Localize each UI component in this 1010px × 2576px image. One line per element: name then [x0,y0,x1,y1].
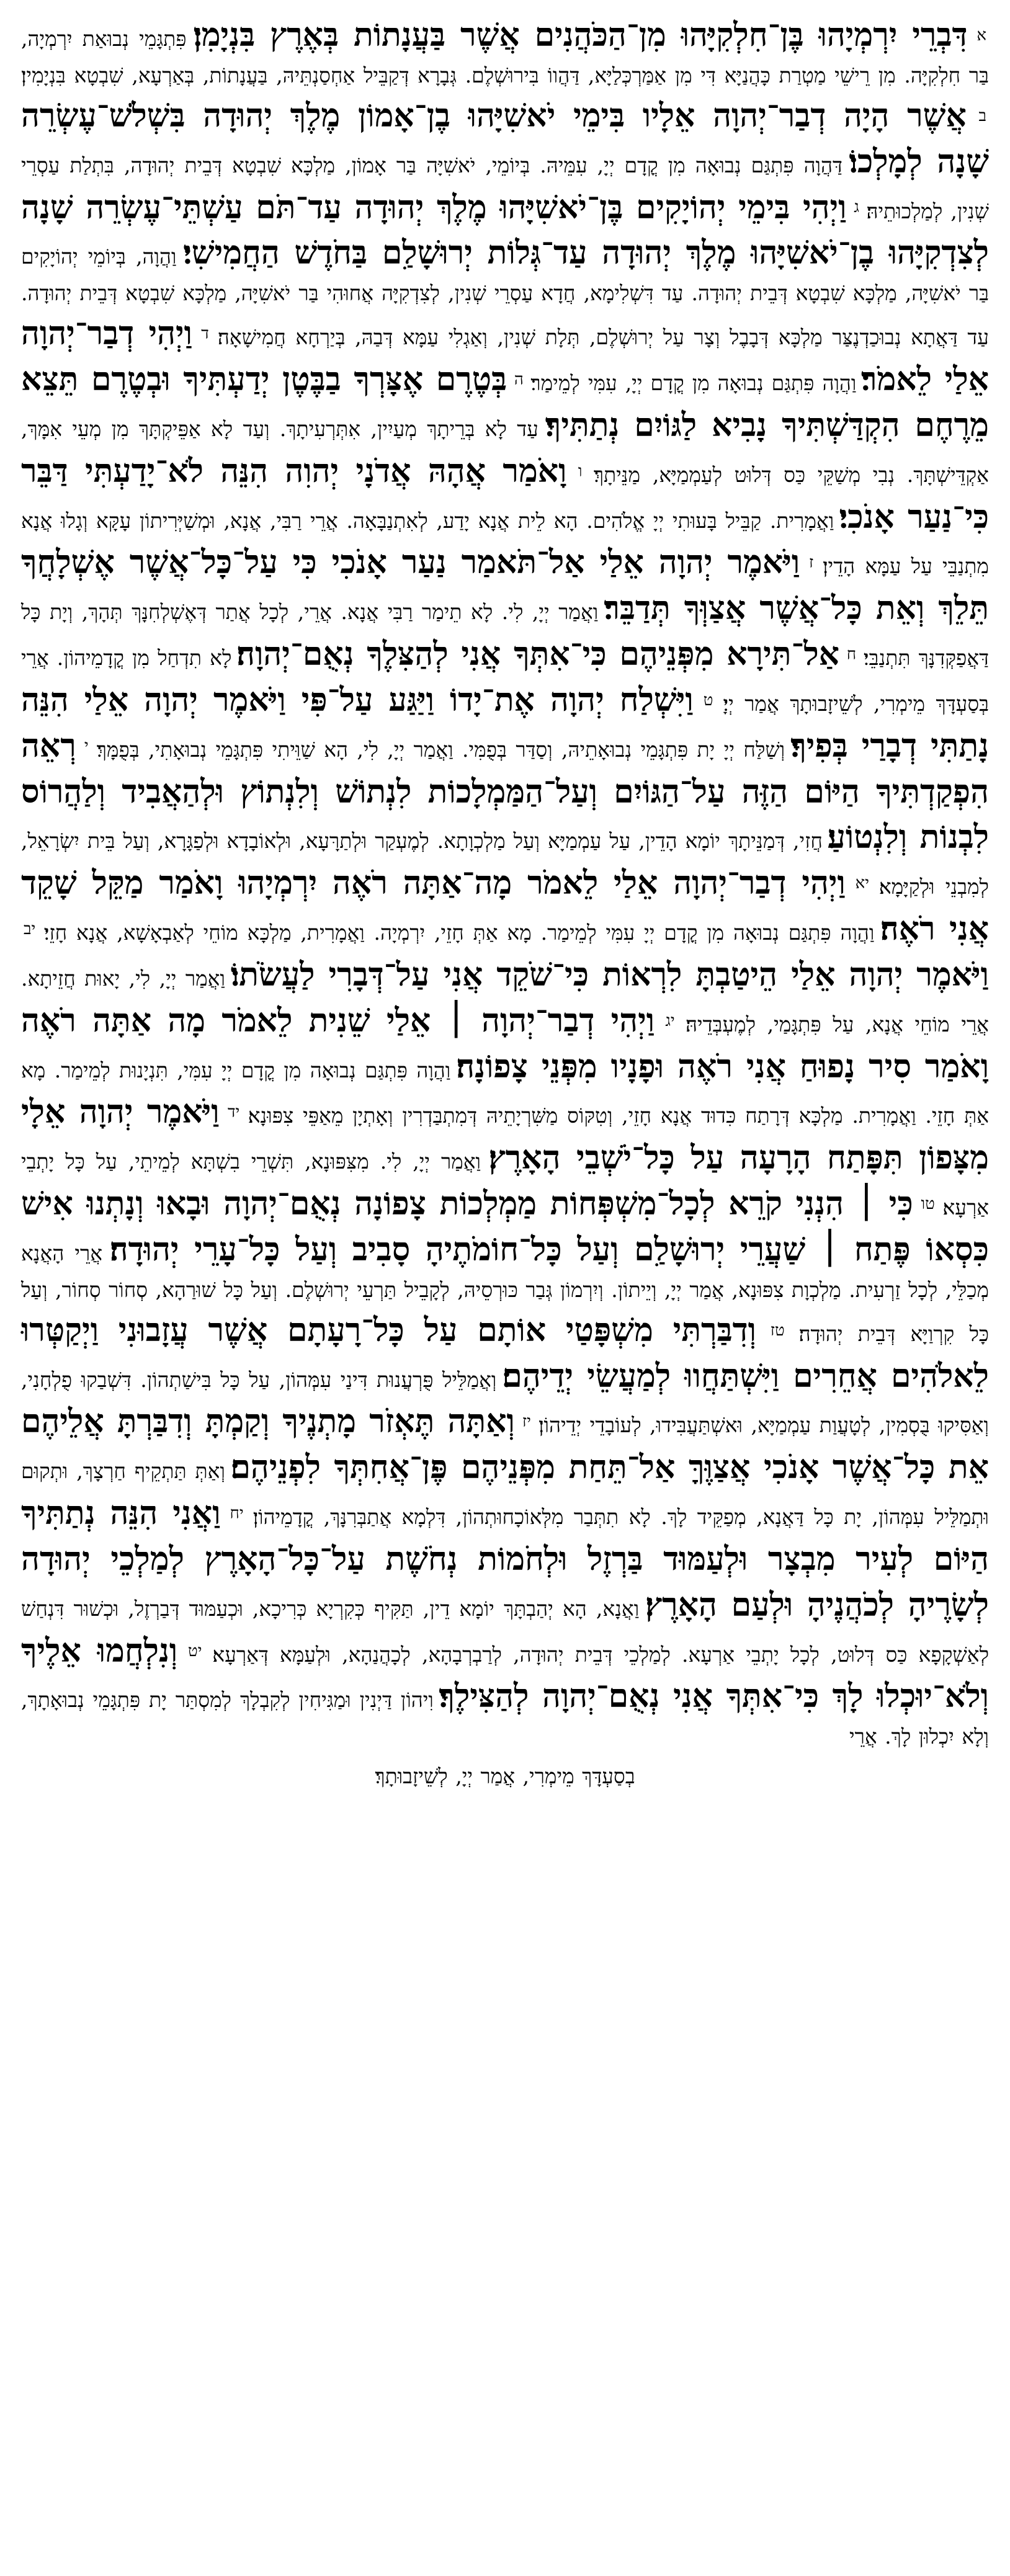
verse-text: וַיְהִי דְבַר־יְהוָה ׀ אֵלַי שֵׁנִית לֵאמֹר מָה אַתָּה רֹאֶה וָאֹמַר סִיר נָפוּחַ אֲנִי רֹאֶה וּפָנָיו מִפְּנֵי צָפוֹנָה׃ [21,1001,989,1085]
verse-text: וַיֹּאמֶר יְהוָה אֵלָי מִצָּפוֹן תִּפָּתַח הָרָעָה עַל כָּל־יֹשְׁבֵי הָאָרֶץ׃ [21,1093,990,1177]
verse-text: וַאֲנִי הִנֵּה נְתַתִּיךָ הַיּוֹם לְעִיר מִבְצָר וּלְעַמּוּד בַּרְזֶל וּלְחֹמוֹת נְחֹשֶׁת עַל־כָּל־הָאָרֶץ לְמַלְכֵי יְהוּדָה לְשָׂרֶיהָ לְכֹהֲנֶיהָ וּלְעַם הָאָרֶץ׃ [21,1494,989,1624]
targum-text: וְאַתְּ תַּתְקֵיף חַרְצָךְ, וּתְקוּם וּתְמַלֵּיל עִמְּהוֹן, יָת כָּל דַּאֲנָא, מְפַקֵּיד לָךְ. לָא תִתְּבַר מִלְּאוֹכָחוּתְהוֹן, דִּלְמָא אֲתַבְּרִנָּךְ, קֳדָמֵיהוֹן׃ [21,1459,989,1530]
targum-text: וַאֲמָרִית. קַבֵּיל בָּעוּתִי יְיָ אֱלֹהִים. הָא לֵית אֲנָא יָדַע, לְאִתְנַבָּאָה. אֲרֵי רַבִּי, אֲנָא, וּמְשַׁיְּרִיתוֹן עָקָּא וְגָלוּ אֲנָא מִתְנַבֵּי עַל עַמָּא הָדֵין׃ [21,508,989,579]
verse-text: אַל־תִּירָא מִפְּנֵיהֶם כִּי־אִתְּךָ אֲנִי לְהַצִּלֶךָ נְאֻם־יְהוָה׃ [236,635,840,674]
verse-number: יא [855,874,870,893]
targum-text: וַהֲוָה פִּתְגַּם נְבוּאָה מִן קֳדָם יְיָ עִמִּי, תִּנְיָנוּת לְמֵימַר. מָא אַתְּ חָזֵי. וַאֲמָרִית. מַלְכָּא דְּרָתַח כִּדוּד אֲנָא חָזֵי, וְטִקּוֹס מַשִּׁרְיָתֵיהּ דְּמִתְבַּדְרִין וְאָתְיָן מֵאַפֵּי צִפּוּנָא׃ [21,1058,989,1128]
verse-text: כִּי ׀ הִנְנִי קֹרֵא לְכָל־מִשְׁפְּחוֹת מַמְלְכוֹת צָפוֹנָה נְאֻם־יְהוָה וּבָאוּ וְנָתְנוּ אִישׁ כִּסְאוֹ פֶּתַח ׀ שַׁעֲרֵי יְרוּשָׁלִַם וְעַל כָּל־חוֹמֹתֶיהָ סָבִיב וְעַל כָּל־עָרֵי יְהוּדָה׃ [21,1185,990,1268]
verse-text: וַיְהִי דְבַר־יְהוָה אֵלַי לֵאמֹר׃ [21,314,990,399]
verse-text: וְנִלְחֲמוּ אֵלֶיךָ וְלֹא־יוּכְלוּ לָךְ כִּי־אִתְּךָ אֲנִי נְאֻם־יְהוָה לְהַצִּילֶךָ׃ [21,1631,989,1716]
verse-number: יח [230,1504,244,1523]
verse-text: רְאֵה הִפְקַדְתִּיךָ הַיּוֹם הַזֶּה עַל־הַגּוֹיִם וְעַל־הַמַּמְלָכוֹת לִנְתוֹשׁ וְלִנְתוֹץ וּלְהַאֲבִיד וְלַהֲרוֹס לִבְנוֹת וְלִנְטוֹעַ׃ [21,726,989,857]
verse-text: דִּבְרֵי יִרְמְיָהוּ בֶּן־חִלְקִיָּהוּ מִן־הַכֹּהֲנִים אֲשֶׁר בַּעֲנָתוֹת בְּאֶרֶץ בִּנְיָמִן׃ [193,16,968,54]
verse-text: וַיְהִי דְבַר־יְהוָה אֵלַי לֵאמֹר מָה־אַתָּה רֹאֶה יִרְמְיָהוּ וָאֹמַר מַקֵּל שָׁקֵד אֲנִי רֹאֶה׃ [21,864,989,948]
targum-text: וַהֲוָה פִּתְגַּם נְבוּאָה מִן קֳדָם יְיָ עִמִּי לְמֵימַר. מָא אַתְּ חָזֵי, יִרְמְיָה. וַאֲמָרִית, מַלְכָּא מוֹחֵי לְאַבְאָשָׁא, אֲנָא חָזֵי׃ [43,920,875,945]
targum-text: אֲרֵי הָאֲנָא מְכַלֵּי, לְכָל זַרְעִית. מַלְכְוָת צִפּוּנָא, אֲמַר יְיָ, וְיֵיתוֹן. וְיִרְמוֹן גְּבַר כּוּרְסֵיהּ, לְקָבֵיל תַּרְעֵי יְרוּשְׁלֶם. וְעַל כָּל שׁוּרַהָא, סְחוֹר סְחוֹר, וְעַל כָּל קִרְוַיָּא דְּבֵית יְהוּדָה׃ [21,1241,990,1346]
verse-text: וְדִבַּרְתִּי מִשְׁפָּטַי אוֹתָם עַל כָּל־רָעָתָם אֲשֶׁר עֲזָבוּנִי וַיְקַטְּרוּ לֵאלֹהִים אֲחֵרִים וַיִּשְׁתַּחֲווּ לְמַעֲשֵׂי יְדֵיהֶם׃ [21,1311,989,1395]
verse-number: יג [665,1011,675,1030]
verse-number: ו [578,461,583,481]
targum-text: וַהֲוָה פִּתְגַּם נְבוּאָה מִן קֳדָם יְיָ, עִמִּי לְמֵימַר׃ [530,371,857,396]
verse-number: יז [522,1412,531,1432]
targum-text: וִיהוֹן דַּיְנִין וּמַגִּיחִין לְקִבְלָךְ לְמִסְתַּר יָת פִּתְגָּמֵי נְבוּאָתָךְ, וְלָא יִכְלוּן לָךְ. אֲרֵי [21,1688,989,1749]
verse-text: וַיְהִי בִּימֵי יְהוֹיָקִים בֶּן־יֹאשִׁיָּהוּ מֶלֶךְ יְהוּדָה עַד־תֹּם עַשְׁתֵּי־עֶשְׂרֵה שָׁנָה לְצִדְקִיָּהוּ בֶן־יֹאשִׁיָּהוּ מֶלֶךְ יְהוּדָה עַד־גְּלוֹת יְרוּשָׁלִַם בַּחֹדֶשׁ הַחֲמִישִׁי׃ [21,188,990,272]
targum-text: וַאֲמַר יְיָ, לִי, יָאוּת חֲזֵיתָא. אֲרֵי מוֹחֵי אֲנָא, עַל פִּתְגָּמַי, לְמֶעְבְּדֵיהּ׃ [21,966,989,1036]
verse-number: טז [770,1321,785,1340]
verse-number: יב [24,920,36,938]
closing-line: בְסַעְדָּךְ מֵימְרִי, אֲמַר יְיָ, לְשֵׁיזָבוּתָךְ׃ [375,1764,635,1789]
verse-text: וָאֹמַר אֲהָהּ אֲדֹנָי יְהוִה הִנֵּה לֹא־יָדַעְתִּי דַּבֵּר כִּי־נַעַר אָנֹכִי׃ [21,452,990,536]
targum-text: וְשַׁלַּח יְיָ יָת פִּתְגָּמֵי נְבוּאָתֵיהּ, וְסַדַּר בְּפֻמִּי. וַאֲמַר יְיָ, לִי, הָא שַׁוֵּיתִי פִּתְגָּמֵי נְבוּאָתִי, בְּפֻמָּךְ׃ [96,737,785,762]
verse-number: א [976,25,986,45]
verse-number: טו [921,1194,935,1213]
targum-text: וַאֲמַר יְיָ, לִי. מִצִּפּוּנָא, תִּשְׁרֵי בִשְׁתָּא לְמֵיתֵי, עַל כָּל יָתְבֵי אַרְעָא׃ [21,1149,989,1220]
verse-number: ט [703,690,713,710]
verse-text: אֲשֶׁר הָיָה דְבַר־יְהוָה אֵלָיו בִּימֵי יֹאשִׁיָּהוּ בֶן־אָמוֹן מֶלֶךְ יְהוּדָה בִּשְׁלֹשׁ־עֶשְׂרֵה שָׁנָה לְמָלְכוֹ׃ [21,96,990,180]
targum-text: דַּהֲוָה פִּתְגַּם נְבוּאָה מִן קֳדָם יְיָ, עִמֵּיהּ. בְּיוֹמֵי, יֹאשִׁיָּה בַּר אָמוֹן, מַלְכָּא שִׁבְטָא דְּבֵית יְהוּדָה, בִּתְלַת עַסְרֵי שְׁנִין, לְמַלְכוּתֵיהּ׃ [21,153,990,223]
targum-text: פִּתְגָּמֵי נְבוּאַת יִרְמְיָה, בַּר חִלְקִיָּה. מִן רֵישֵׁי מַטְרַת כָּהֲנַיָּא דִּי מִן אַמַּרְכְּלַיָּא, דַּהֲווֹ בִּירוּשְׁלֶם. גְּבָרָא דְּקַבֵּיל אַחְסַנְתֵּיהּ, בַּעֲנָתוֹת, בְּאַרְעָא, שִׁבְטָא בִּנְיָמִין׃ [21,27,989,87]
verse-text: וַיִּשְׁלַח יְהוָה אֶת־יָדוֹ וַיַּגַּע עַל־פִּי וַיֹּאמֶר יְהוָה אֵלַי הִנֵּה נָתַתִּי דְבָרַי בְּפִיךָ׃ [21,680,990,765]
verse-number: יט [188,1641,202,1660]
verse-number: ז [809,553,814,573]
verse-number: ד [201,324,209,344]
verse-text: וְאַתָּה תֶּאְזֹר מָתְנֶיךָ וְקַמְתָּ וְדִבַּרְתָּ אֲלֵיהֶם אֵת כָּל־אֲשֶׁר אָנֹכִי אֲצַוֶּךָּ אַל־תֵּחַת מִפְּנֵיהֶם פֶּן־אֲחִתְּךָ לִפְנֵיהֶם׃ [21,1402,989,1487]
targum-text: עַד לָא בְּרֵיתָךְ מְעַיִין, אִתְּרְעִיתָךְ. וְעַד לָא אַפֵּיקְתָּךְ מִן מְעֵי אִמָּךְ, אַקְדֵּישְׁתָּךְ. נְבִי מְשַׁקֵּי כַּס דְּלוּט לְעַמְמַיָּא, מַנֵּיתָךְ׃ [21,416,989,487]
document-page [0,12,1010,2556]
verse-text: וַיֹּאמֶר יְהוָה אֵלַי אַל־תֹּאמַר נַעַר אָנֹכִי כִּי עַל־כָּל־אֲשֶׁר אֶשְׁלָחֲךָ תֵּלֵךְ וְאֵת כָּל־אֲשֶׁר אֲצַוְּךָ תְּדַבֵּר׃ [21,543,989,628]
verse-number: ג [854,198,859,217]
verse-number: ב [978,106,986,125]
chapter-text [21,12,989,1754]
verse-number: ה [514,370,524,390]
targum-text: וַהֲוָה, בְּיוֹמֵי יְהוֹיָקִים בַּר יֹאשִׁיָּה, מַלְכָּא שִׁבְטָא דְּבֵית יְהוּדָה. עַד דִּשְׁלִימָא, חֲדָא עַסְרֵי שְׁנִין, לְצִדְקִיָּה אֲחוּהִי בַּר יֹאשִׁיָּה, מַלְכָּא שִׁבְטָא דְּבֵית יְהוּדָה. עַד דַּאֲתָא נְבוּכַדְנֶצַּר מַלְכָּא דְּבָבֶל וְצָר עַל יְרוּשְׁלֶם, תְּלָת שְׁנִין, וְאַגְלִי עַמָּא דְּבַהּ, בְּיַרְחָא חֲמִישָׁאָה׃ [21,244,989,350]
targum-text: וְאֲמַלֵּיל פֻּרְעֲנוּת דִּינַי עִמְּהוֹן, עַל כָּל בִּישַׁתְהוֹן. דִּשְׁבַקוּ פֻלְחָנִי, וְאַסִּיקוּ בֻּסְמִין, לְטָעֲוַת עַמְמַיָּא, וּאשְׁתַּעֲבִּידוּ, לְעוֹבָדֵי יְדֵיהוֹן׃ [21,1367,989,1438]
targum-text: וַאֲנָא, הָא יְהַבְתָּךְ יוֹמָא דֵין, תַּקִּיף כְּקִרְיָא כְּרִיכָא, וּכְעַמּוּד דְּבַרְזֶל, וּכְשׁוּר דִּנְחַשׁ לְאַשְׁקָפָא כַּס דְּלוּט, לְכָל יָתְבֵי אַרְעָא. לְמַלְכֵי דְּבֵית יְהוּדָה, לְרַבְרְבָהָא, לְכָהֲנַהָא, וּלְעַמָּא דְּאַרְעָא׃ [21,1596,989,1667]
verse-number: י [84,736,89,755]
targum-text: חֲזִי, דְּמַנֵּיתָךְ יוֹמָא הָדֵין, עַל עַמְמַיָּא וְעַל מַלְכְוָתָא. לְמֶעְקַר וּלְתַרָּעָא, וּלְאוֹבָדָא וּלְפַגָּרָא, וְעַל בֵּית יִשְׂרָאֵל, לְמִבְנֵי וּלְקַיָּמָא׃ [21,829,989,899]
verse-text: בְּטֶרֶם אֶצָּרְךָ בַבֶּטֶן יְדַעְתִּיךָ וּבְטֶרֶם תֵּצֵא מֵרֶחֶם הִקְדַּשְׁתִּיךָ נָבִיא לַגּוֹיִם נְתַתִּיךָ׃ [21,360,990,444]
targum-text: לָא תִדְחַל מִן קֳדָמֵיהוֹן. אֲרֵי בְּסַעְדָּךְ מֵימְרִי, לְשֵׁיזָבוּתָךְ אֲמַר יְיָ׃ [21,646,989,716]
verse-text: וַיֹּאמֶר יְהוָה אֵלַי הֵיטַבְתָּ לִרְאוֹת כִּי־שֹׁקֵד אֲנִי עַל־דְּבָרִי לַעֲשֹׂתוֹ׃ [230,955,989,994]
verse-number: יד [228,1103,240,1122]
targum-text: וַאֲמַר יְיָ, לִי. לָא תֵימַר רַבִּי אֲנָא. אֲרֵי, לְכָל אֲתַר דְּאֶשְׁלְחִנָּךְ תְּהָךְ, וְיָת כָּל דַּאֲפַקְּדִנָּךְ תִּתְנַבֵּי׃ [21,600,990,671]
verse-number: ח [846,645,857,664]
